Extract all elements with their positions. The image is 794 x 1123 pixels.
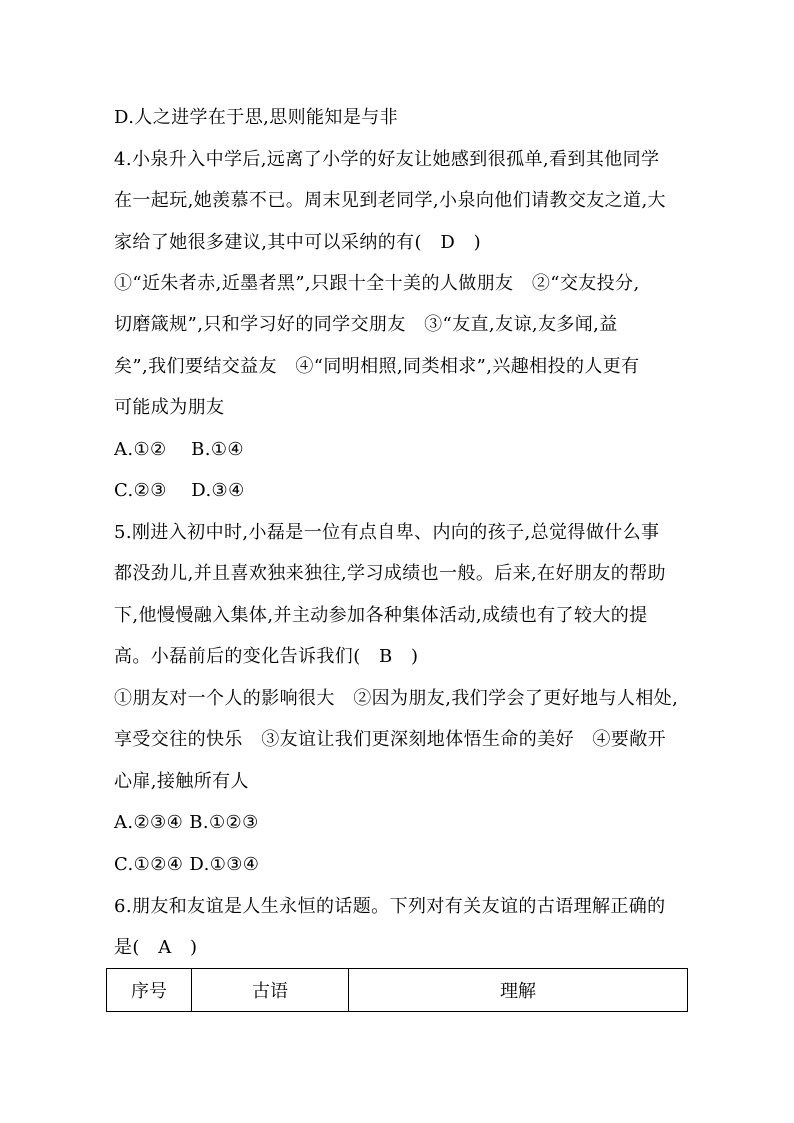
question-5-stem: 5.刚进入初中时,小磊是一位有点自卑、内向的孩子,总觉得做什么事 xyxy=(114,522,660,543)
question-4-statements: 切磨箴规”,只和学习好的同学交朋友 ③“友直,友谅,友多闻,益 xyxy=(114,314,618,335)
question-4-stem: 4.小泉升入中学后,远离了小学的好友让她感到很孤单,看到其他同学 xyxy=(114,149,660,170)
option-d-q3: D.人之进学在于思,思则能知是与非 xyxy=(114,107,399,128)
question-4-statements: 可能成为朋友 xyxy=(114,397,225,418)
question-5-statements: 享受交往的快乐 ③友谊让我们更深刻地体悟生命的美好 ④要敞开 xyxy=(114,729,666,750)
question-5-stem: 高。小磊前后的变化告诉我们( B ) xyxy=(114,646,419,667)
table-header-understanding: 理解 xyxy=(349,969,688,1012)
question-5-statements: ①朋友对一个人的影响很大 ②因为朋友,我们学会了更好地与人相处, xyxy=(114,688,679,709)
table-header-row xyxy=(107,969,688,1012)
question-5-stem: 下,他慢慢融入集体,并主动参加各种集体活动,成绩也有了较大的提 xyxy=(114,605,648,626)
question-5-stem: 都没劲儿,并且喜欢独来独往,学习成绩也一般。后来,在好朋友的帮助 xyxy=(114,563,666,584)
question-4-stem: 家给了她很多建议,其中可以采纳的有( D ) xyxy=(114,232,481,253)
question-4-stem: 在一起玩,她羡慕不已。周末见到老同学,小泉向他们请教交友之道,大 xyxy=(114,190,666,211)
question-4-statements: 矣”,我们要结交益友 ④“同明相照,同类相求”,兴趣相投的人更有 xyxy=(114,356,640,377)
question-5-options-cd: C.①②④ D.①③④ xyxy=(114,854,260,875)
ancient-sayings-table xyxy=(106,968,688,1012)
question-4-options-ab: A.①② B.①④ xyxy=(114,439,244,460)
table-header-saying: 古语 xyxy=(192,969,349,1012)
question-6-stem: 6.朋友和友谊是人生永恒的话题。下列对有关友谊的古语理解正确的 xyxy=(114,896,666,917)
table-header-number: 序号 xyxy=(107,969,192,1012)
question-4-statements: ①“近朱者赤,近墨者黑”,只跟十全十美的人做朋友 ②“交友投分, xyxy=(114,273,640,294)
question-5-options-ab: A.②③④ B.①②③ xyxy=(114,812,259,833)
question-6-stem: 是( A ) xyxy=(114,937,198,958)
question-4-options-cd: C.②③ D.③④ xyxy=(114,480,245,501)
question-5-statements: 心扉,接触所有人 xyxy=(114,771,249,792)
